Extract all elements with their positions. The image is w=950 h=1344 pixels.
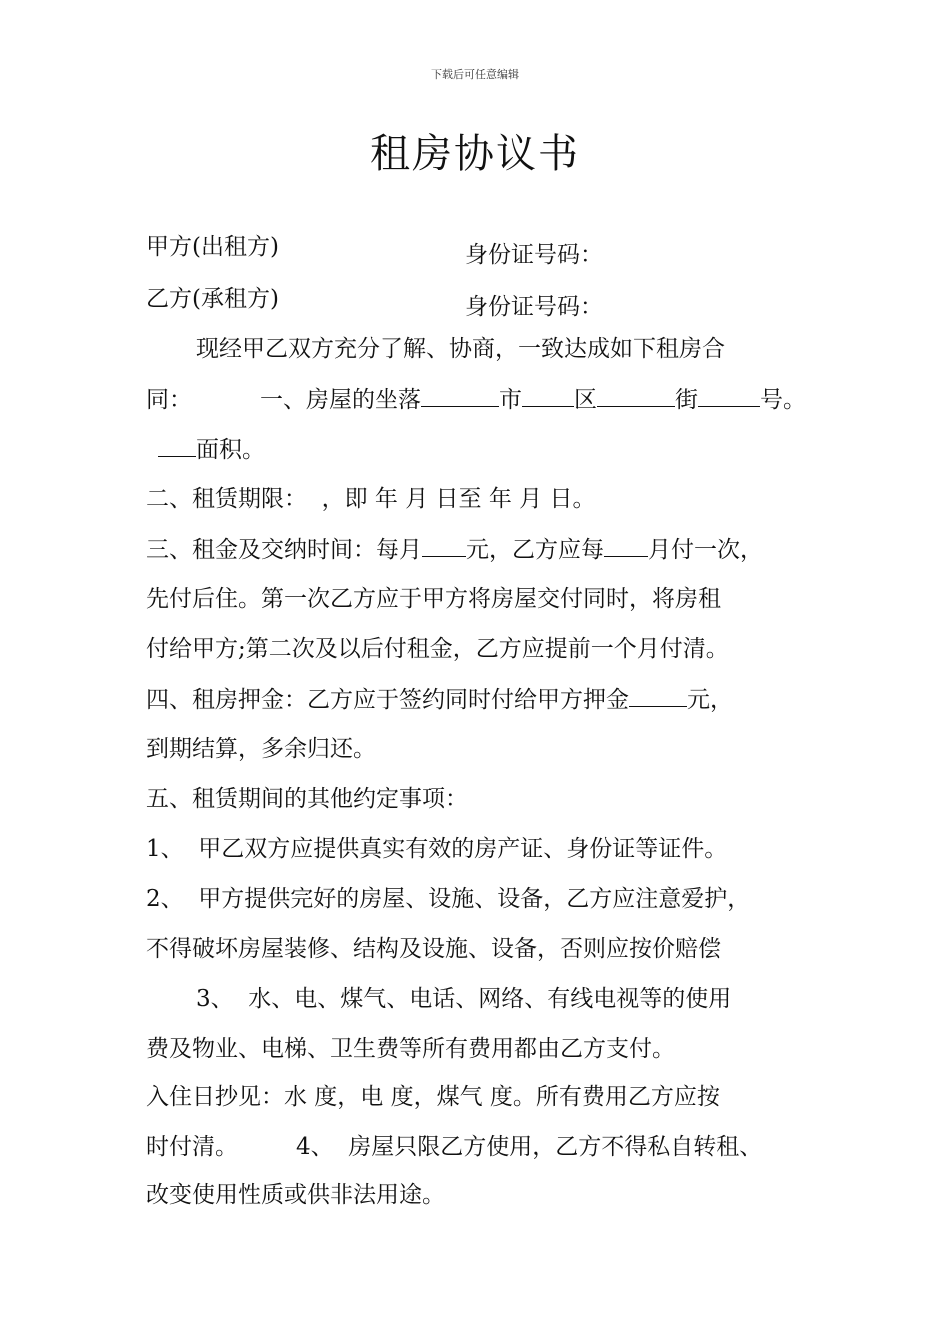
city-blank (421, 384, 499, 407)
item-3-line-2: 费及物业、电梯、卫生费等所有费用都由乙方支付。 (146, 1036, 675, 1062)
party-b-id-label: 身份证号码： (465, 294, 603, 320)
party-a-label: 甲方(出租方) (146, 234, 279, 260)
area-line (158, 434, 265, 465)
district-label: 区 (574, 387, 597, 413)
intro-tong: 同： (146, 387, 192, 413)
header-note: 下载后可任意编辑 (431, 68, 519, 81)
item-2-line-1: 2、 甲方提供完好的房屋、设施、设备，乙方应注意爱护， (146, 886, 751, 912)
item-3-4-line (146, 1132, 762, 1162)
number-blank (698, 384, 760, 407)
section-5-heading: 五、租赁期间的其他约定事项： (146, 786, 468, 812)
number-label: 号。 (760, 387, 806, 413)
item-3-line-1: 3、 水、电、煤气、电话、网络、有线电视等的使用 (196, 986, 732, 1012)
pay-interval-label: 元，乙方应每 (466, 537, 604, 563)
pay-once-label: 月付一次， (648, 537, 763, 563)
item-2-line-2: 不得破坏房屋装修、结构及设施、设备，否则应按价赔偿 (146, 936, 721, 962)
item-3-end: 时付清。 (146, 1134, 238, 1160)
deposit-label: 四、租房押金：乙方应于签约同时付给甲方押金 (146, 687, 629, 713)
document-title: 租房协议书 (370, 131, 580, 177)
city-label: 市 (499, 387, 522, 413)
item-4-line-2: 改变使用性质或供非法用途。 (146, 1182, 445, 1208)
area-blank (158, 434, 196, 457)
deposit-unit: 元， (687, 687, 733, 713)
item-4-start: 4、 房屋只限乙方使用，乙方不得私自转租、 (296, 1134, 763, 1160)
section-3-line-1 (146, 534, 763, 565)
section-4-line-1 (146, 684, 733, 715)
intro-line-1: 现经甲乙双方充分了解、协商，一致达成如下租房合 (196, 336, 725, 362)
area-label: 面积。 (196, 437, 265, 463)
street-blank (597, 384, 675, 407)
item-1: 1、 甲乙双方应提供真实有效的房产证、身份证等证件。 (146, 836, 728, 862)
item-3-line-3: 入住日抄见：水 度，电 度，煤气 度。所有费用乙方应按 (146, 1084, 720, 1110)
deposit-blank (629, 684, 687, 707)
rent-blank (422, 534, 466, 557)
section-2-term: 二、租赁期限： ，即 年 月 日至 年 月 日。 (146, 486, 596, 512)
rent-label: 三、租金及交纳时间：每月 (146, 537, 422, 563)
section-3-line-3: 付给甲方;第二次及以后付租金，乙方应提前一个月付清。 (146, 636, 729, 662)
section-3-line-2: 先付后住。第一次乙方应于甲方将房屋交付同时，将房租 (146, 586, 721, 612)
intro-line-2 (146, 384, 806, 415)
street-label: 街 (675, 387, 698, 413)
section-4-line-2: 到期结算，多余归还。 (146, 736, 376, 762)
pay-interval-blank (604, 534, 648, 557)
location-label: 一、房屋的坐落 (260, 387, 421, 413)
party-b-label: 乙方(承租方) (146, 286, 279, 312)
district-blank (522, 384, 574, 407)
party-a-id-label: 身份证号码： (465, 242, 603, 268)
